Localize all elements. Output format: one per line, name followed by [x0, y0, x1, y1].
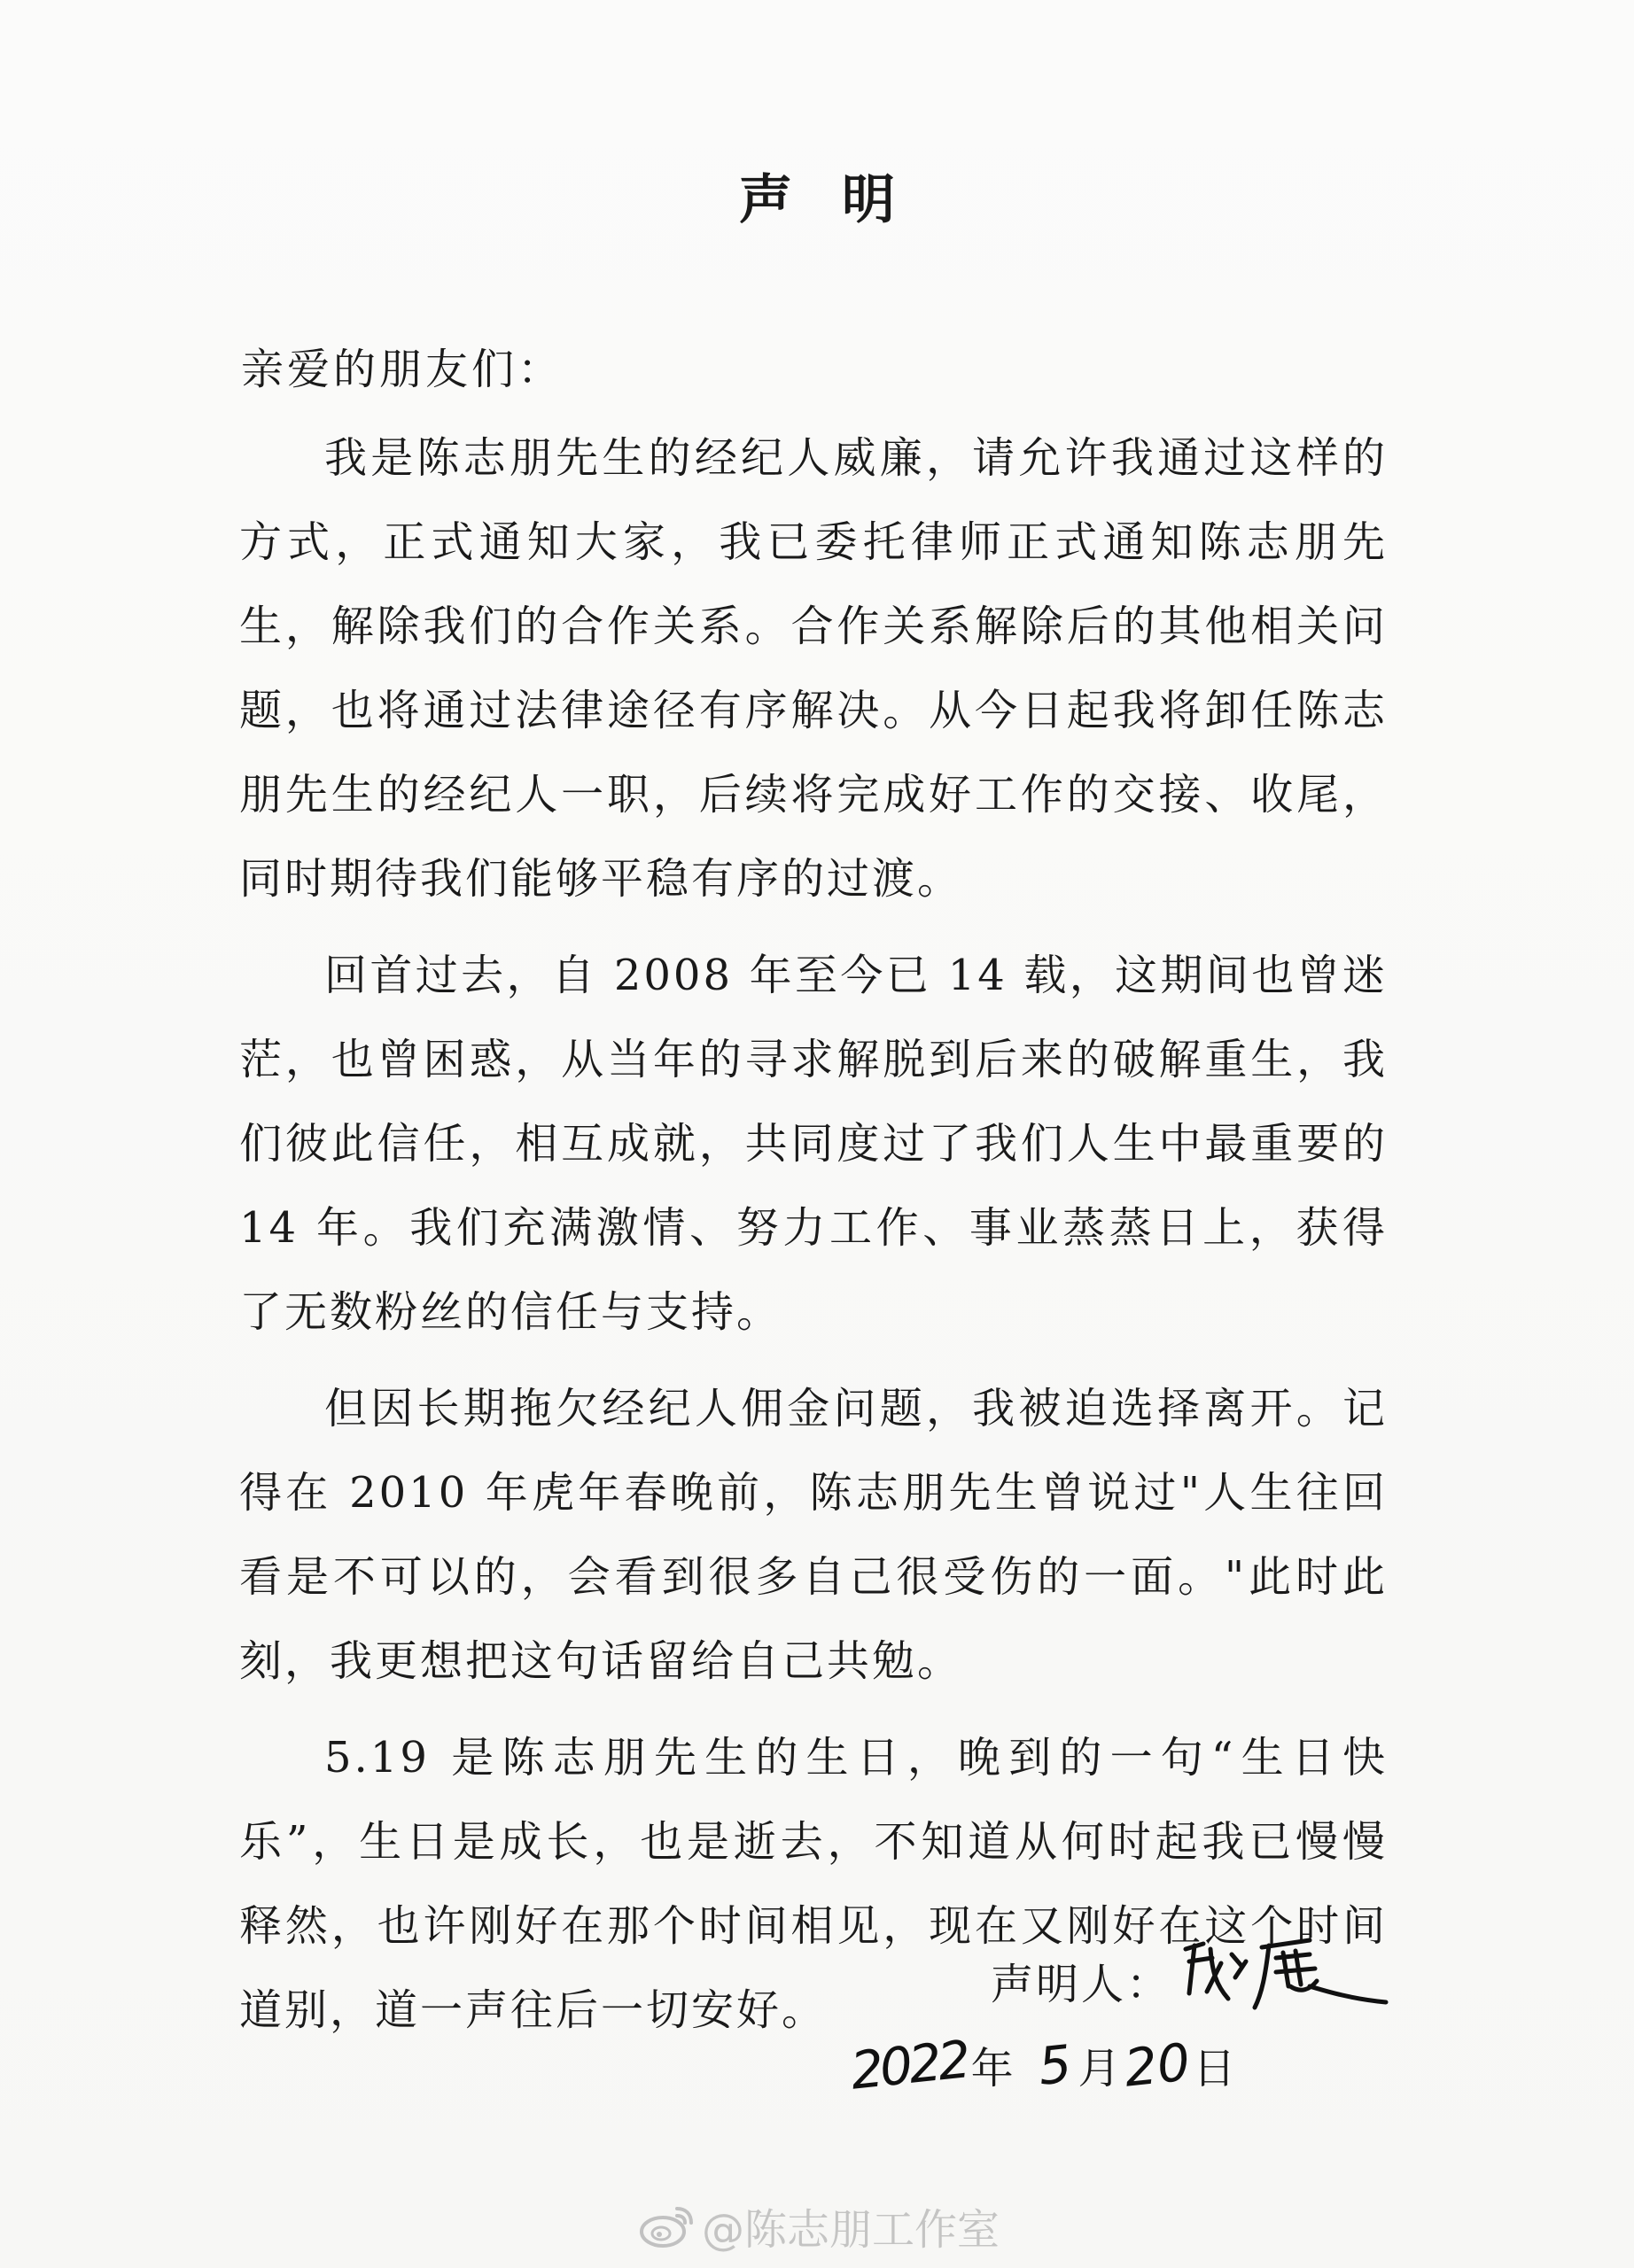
- watermark: [638, 2195, 1000, 2256]
- document-body: [239, 416, 1388, 2065]
- watermark-text: @陈志朋工作室: [702, 2205, 1000, 2255]
- weibo-icon: [638, 2203, 695, 2249]
- document-title: 声明: [739, 169, 945, 231]
- date-year: 2022: [847, 2029, 970, 2101]
- signature-line: [991, 1922, 1395, 2011]
- date-year-unit: 年: [970, 2044, 1014, 2093]
- date-line: [847, 2029, 1236, 2101]
- paragraph-4: 5.19 是陈志朋先生的生日，晚到的一句“生日快乐”，生日是成长，也是逝去，不知道从何时起我已慢慢释然，也许刚好在那个时间相见，现在又刚好在这个时间道别，道一声往后一切安好。: [239, 1733, 1388, 2035]
- paragraph-3: 但因长期拖欠经纪人佣金问题，我被迫选择离开。记得在 2010 年虎年春晚前，陈志朋先生曾说过"人生往回看是不可以的，会看到很多自己很受伤的一面。"此时此刻，我更想把这句话留给自己共勉。: [239, 1384, 1388, 1686]
- date-month: 5: [1035, 2033, 1074, 2097]
- date-day-unit: 日: [1193, 2044, 1236, 2093]
- date-month-unit: 月: [1078, 2044, 1121, 2093]
- signature-label: 声明人：: [991, 1960, 1172, 2009]
- paragraph-1: 我是陈志朋先生的经纪人威廉，请允许我通过这样的方式，正式通知大家，我已委托律师正式通知陈志朋先生，解除我们的合作关系。合作关系解除后的其他相关问题，也将通过法律途径有序解决。从今日起我将卸任陈志朋先生的经纪人一职，后续将完成好工作的交接、收尾，同时期待我们能够平稳有序的过渡。: [239, 433, 1388, 904]
- date-day: 20: [1121, 2031, 1193, 2099]
- paragraph-2: 回首过去，自 2008 年至今已 14 载，这期间也曾迷茫，也曾困惑，从当年的寻求解脱到后来的破解重生，我们彼此信任，相互成就，共同度过了我们人生中最重要的 14 年。我们充满激情、努力工作、事业蒸蒸日上，获得了无数粉丝的信任与支持。: [239, 951, 1388, 1337]
- salutation: 亲爱的朋友们：: [241, 345, 564, 394]
- handwritten-signature: [1177, 1922, 1395, 2011]
